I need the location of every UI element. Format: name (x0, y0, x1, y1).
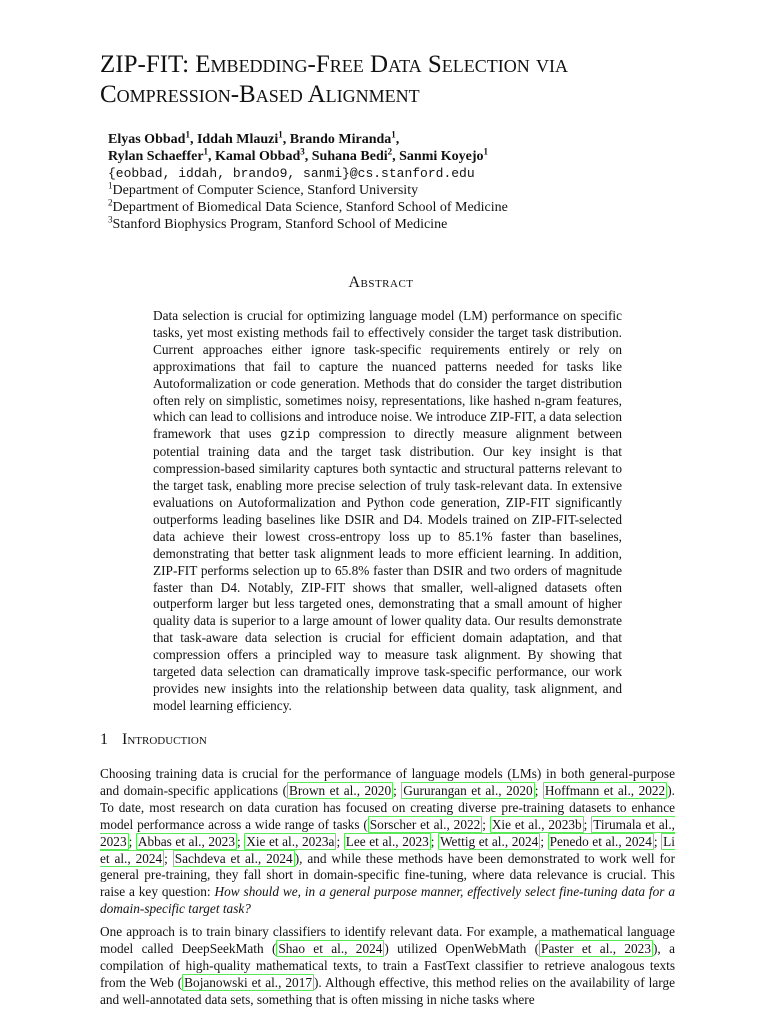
paragraph-text: ), and while these methods have been demonstrated to work well for general pre-training, they fall short in domain-specific fine-tuning, where data relevance is crucial. This raise a key question: (100, 850, 675, 900)
citation-separator: ; (336, 833, 344, 849)
author-affiliation-mark: 1 (278, 129, 283, 140)
author-affiliation-mark: 2 (387, 146, 393, 157)
section-heading-introduction (100, 731, 207, 749)
abstract-text-part1: Data selection is crucial for optimizing language model (LM) performance on specific tasks, yet most existing methods fail to effectively consider the target task distribution. Current approaches either ignore task-specific requirements entirely or rely on approximations that fail to capture the nuanced patterns needed for tasks like Autoformalization or code generation. Methods that do consider the target distribution often rely on simplistic, sometimes noisy, representations, like hashed n-gram features, which can lead to collisions and introduce noise. We introduce ZIP-FIT, a data selection framework that uses (153, 308, 622, 442)
author-name: Rylan Schaeffer (108, 149, 204, 164)
citation-separator: ; (393, 782, 402, 798)
affiliation-text: Stanford Biophysics Program, Stanford School of Medicine (112, 217, 448, 232)
paragraph-text: One approach is to train binary classifiers to identify relevant data. For example, a mathematical language model called DeepSeekMath ( (100, 924, 675, 957)
citation-separator: ; (482, 816, 490, 832)
citation-link[interactable]: Gururangan et al., 2020 (403, 782, 533, 798)
author-affiliation-mark: 3 (300, 146, 305, 157)
author-name: Iddah Mlauzi (196, 132, 279, 147)
citation-link[interactable]: Bojanowski et al., 2017 (184, 974, 312, 990)
citation-separator: ; (164, 850, 173, 866)
author-name: Suhana Bedi (311, 149, 388, 164)
author-names-line2: Rylan Schaeffer$^1$, Kamal Obbad$^3$, Suhana Bedi$^2$, Sanmi Koyejo$^1$ (108, 146, 489, 164)
citation-link[interactable]: Hoffmann et al., 2022 (544, 782, 666, 798)
paragraph-text: ) utilized OpenWebMath ( (384, 941, 540, 957)
abstract-text-part2: compression to directly measure alignment between potential training data and the target task distribution. Our key insight is that compression-based similarity captures both syntactic and structural patterns relevant to the target task, enabling more precise selection of truly task-relevant data. In extensive evaluations on Autoformalization and Python code generation, ZIP-FIT significantly outperforms leading baselines like DSIR and D4. Models trained on ZIP-FIT-selected data achieve their lowest cross-entropy loss up to 85.1% faster than baselines, demonstrating that better task alignment leads to more efficient learning. In addition, ZIP-FIT performs selection up to 65.8% faster than DSIR and two orders of magnitude faster than D4. Notably, ZIP-FIT shows that smaller, well-aligned datasets often outperform larger but less targeted ones, demonstrating that a small amount of higher quality data is superior to a large amount of lower quality data. Our results demonstrate that task-aware data selection is crucial for efficient domain adaptation, and that compression offers a principled way to measure task alignment. By showing that targeted data selection can dramatically improve task-specific performance, our work provides new insights into the relationship between data quality, task alignment, and model learning efficiency. (153, 426, 622, 713)
author-block (108, 131, 708, 233)
abstract-body (153, 308, 622, 715)
author-affiliation-mark: 1 (203, 146, 209, 157)
title-word-zipfit: ZIP-FIT: (100, 51, 190, 78)
citation-link[interactable]: Xie et al., 2023a (246, 833, 335, 849)
affiliation-2 (108, 199, 708, 216)
author-name: Elyas Obbad (108, 132, 186, 147)
citation-link[interactable]: Paster et al., 2023 (541, 941, 651, 957)
affiliation-mark: 1 (108, 180, 113, 191)
citation-link[interactable]: Xie et al., 2023b (491, 816, 582, 832)
citation-link[interactable]: Penedo et al., 2024 (549, 833, 652, 849)
abstract-gzip-code: gzip (280, 428, 311, 443)
affiliation-text: Department of Computer Science, Stanford University (112, 183, 419, 198)
affiliation-1 (108, 182, 708, 199)
citation-link[interactable]: Wettig et al., 2024 (440, 833, 539, 849)
title-line1-rest: Embedding-Free Data Selection via (195, 51, 569, 78)
citation-link[interactable]: Abbas et al., 2023 (137, 833, 235, 849)
title-line2: Compression-Based Alignment (100, 81, 420, 108)
author-name: Brando Miranda (289, 132, 392, 147)
author-names-line1: Elyas Obbad$^1$, Iddah Mlauzi$^1$, Brando Miranda$^1$, (108, 129, 400, 147)
author-affiliation-mark: 1 (391, 129, 396, 140)
affiliation-mark: 2 (108, 197, 113, 208)
citation-separator: ; (430, 833, 439, 849)
intro-paragraph-2 (100, 924, 675, 1009)
author-name: Kamal Obbad (215, 149, 301, 164)
citation-link[interactable]: Li et al., 2024 (100, 833, 675, 866)
introduction-body (100, 766, 675, 1015)
section-title: Introduction (122, 731, 207, 748)
affiliation-3 (108, 216, 708, 233)
citation-link[interactable]: Sachdeva et al., 2024 (174, 850, 293, 866)
affiliation-text: Department of Biomedical Data Science, Stanford School of Medicine (112, 200, 508, 215)
paper-title (100, 50, 680, 110)
intro-paragraph-1 (100, 766, 675, 918)
paragraph-text: Choosing training data is crucial for the performance of language models (LMs) in both general-purpose and domain-specific applications ( (100, 766, 675, 798)
citation-link[interactable]: Lee et al., 2023 (345, 833, 429, 849)
citation-link[interactable]: Sorscher et al., 2022 (369, 816, 481, 832)
author-name: Sanmi Koyejo (399, 149, 484, 164)
paragraph-text: ). Although effective, this method relies on the availability of large and well-annotated data sets, something that is often missing in niche tasks where (100, 974, 675, 1007)
paragraph-text: ). To date, most research on data curation has focused on creating diverse pre-training datasets to enhance model performance across a wide range of tasks ( (100, 782, 675, 832)
key-question: How should we, in a general purpose manner, effectively select fine-tuning data for a domain-specific target task? (100, 884, 675, 917)
citation-link[interactable]: Brown et al., 2020 (289, 782, 392, 798)
citation-separator: ; (583, 816, 592, 832)
citation-link[interactable]: Shao et al., 2024 (278, 941, 383, 957)
citation-separator: ; (534, 782, 543, 798)
citation-separator: ; (236, 833, 245, 849)
author-affiliation-mark: 1 (483, 146, 489, 157)
citation-separator: ; (653, 833, 662, 849)
paragraph-text: ), a compilation of high-quality mathematical texts, to train a FastText classifier to retrieve analogous texts from the Web ( (100, 941, 675, 990)
abstract-heading: Abstract (348, 274, 414, 291)
author-email: {eobbad, iddah, brando9, sanmi}@cs.stanford.edu (108, 166, 475, 181)
citation-separator: ; (540, 833, 548, 849)
citation-separator: ; (128, 833, 136, 849)
section-number: 1 (100, 731, 108, 748)
affiliation-mark: 3 (108, 214, 113, 225)
author-affiliation-mark: 1 (185, 129, 190, 140)
citation-link[interactable]: Tirumala et al., 2023 (100, 816, 675, 849)
